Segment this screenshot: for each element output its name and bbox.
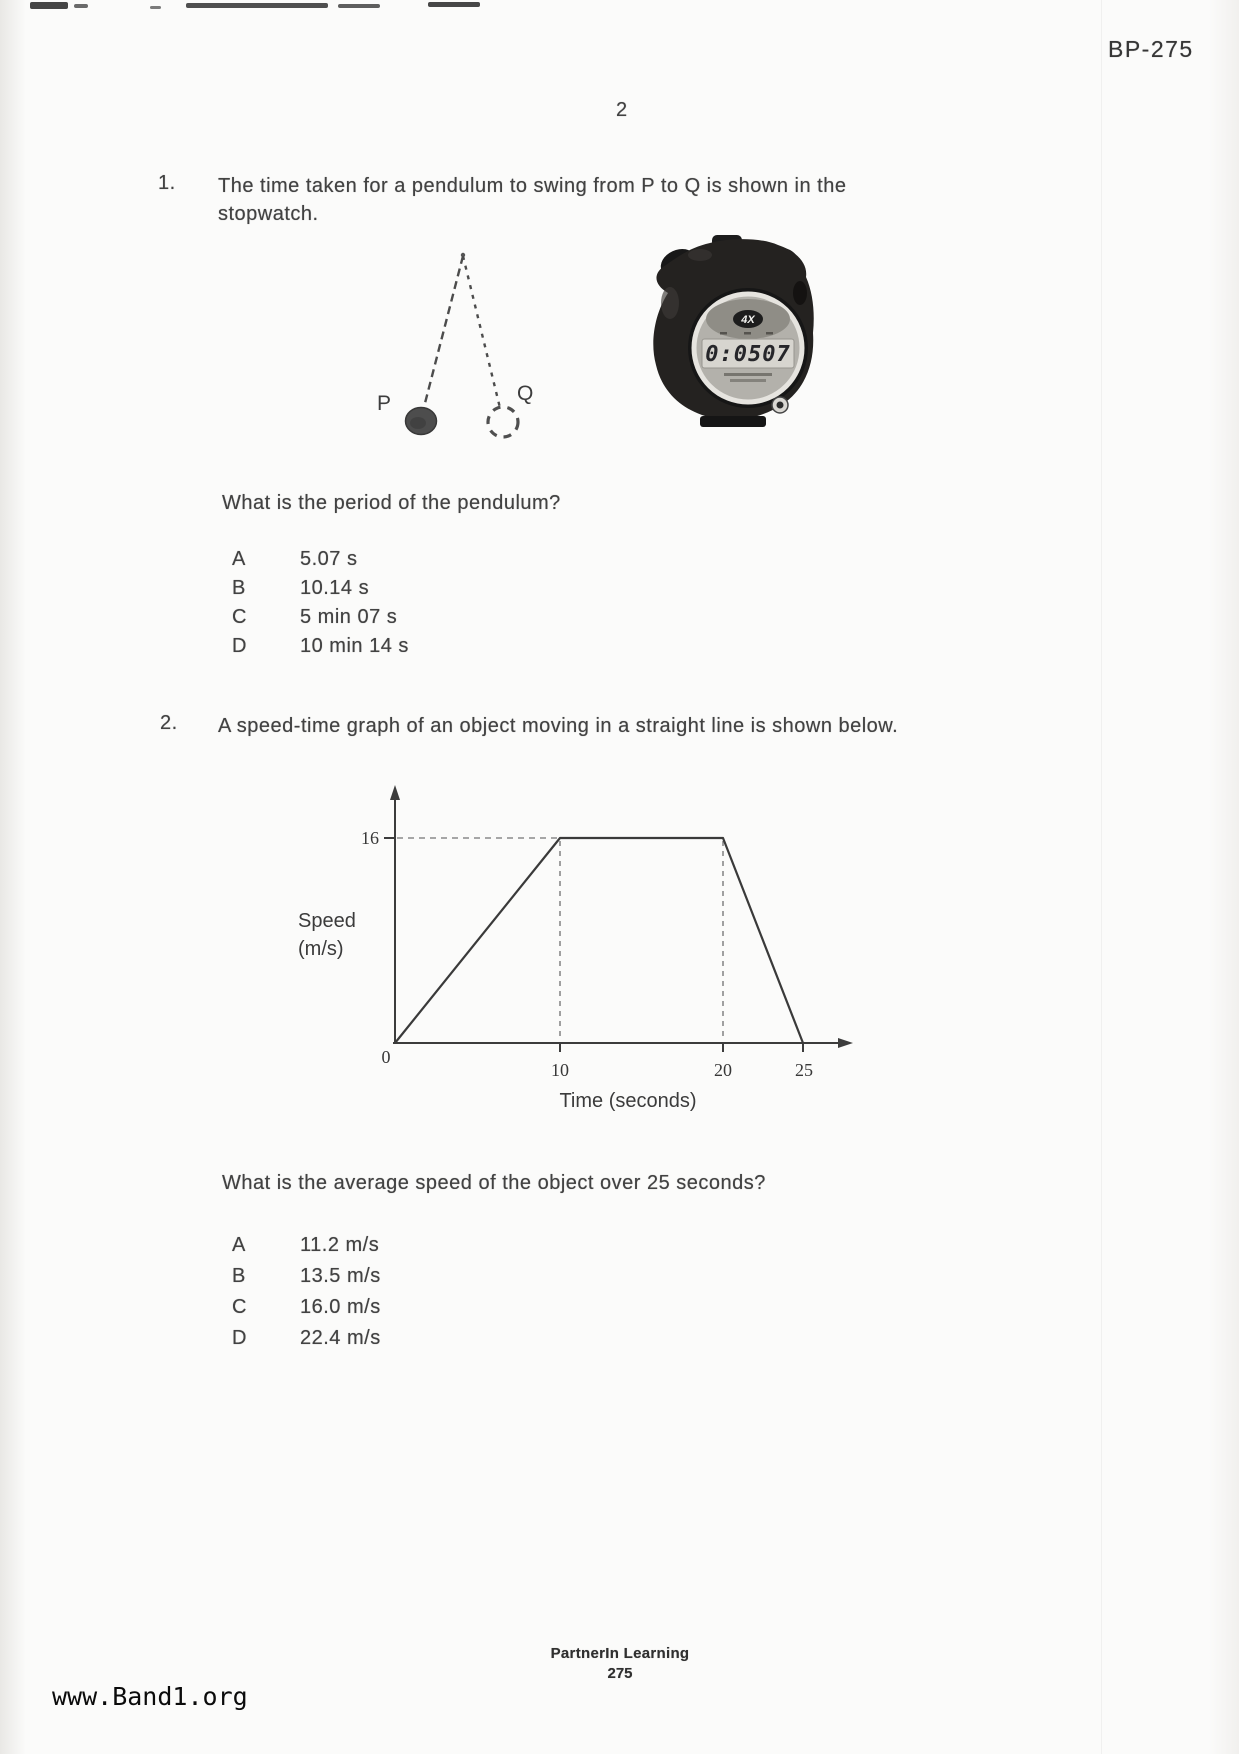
q1-option-a	[232, 545, 652, 574]
q1-stem-line1: The time taken for a pendulum to swing from P to Q is shown in the	[218, 175, 847, 197]
scan-artifact	[186, 3, 328, 8]
footer	[420, 1645, 820, 1682]
scan-artifact	[150, 6, 161, 9]
option-text: 11.2 m/s	[300, 1234, 380, 1256]
y-axis-label-line1: Speed	[298, 910, 356, 932]
stopwatch-photo	[640, 233, 820, 428]
pendulum-string-left	[424, 256, 463, 407]
x-tick-label-10: 10	[551, 1060, 569, 1080]
option-letter: B	[232, 1265, 246, 1287]
option-letter: B	[232, 577, 246, 599]
option-letter: A	[232, 1234, 246, 1256]
q1-number: 1.	[158, 172, 176, 194]
pendulum-label-q: Q	[517, 382, 534, 405]
q2-option-a	[232, 1230, 652, 1261]
q1-stem-line2: stopwatch.	[218, 203, 319, 225]
q2-option-c	[232, 1292, 652, 1323]
option-text: 16.0 m/s	[300, 1296, 381, 1318]
y-axis-label-line2: (m/s)	[298, 938, 344, 960]
q2-stem: A speed-time graph of an object moving in a straight line is shown below.	[218, 715, 899, 737]
paper-code: BP-275	[1108, 36, 1194, 62]
speed-time-graph	[280, 780, 860, 1120]
scan-artifact	[428, 2, 480, 7]
pendulum-string-right	[463, 256, 500, 408]
x-axis-arrow	[838, 1038, 853, 1048]
option-letter: D	[232, 1327, 247, 1349]
y-axis-arrow	[390, 785, 400, 800]
x-tick-label-0: 0	[381, 1047, 391, 1067]
stopwatch-mode-mark	[766, 332, 773, 335]
option-text: 10.14 s	[300, 577, 370, 599]
scan-edge-shadow-right	[1209, 0, 1239, 1754]
stopwatch-brand-text: 4X	[741, 314, 755, 326]
pendulum-label-p: P	[377, 392, 392, 415]
page-number: 2	[616, 99, 628, 121]
scan-fold-line	[1101, 0, 1102, 1754]
pendulum-diagram	[340, 240, 560, 440]
watermark-url: www.Band1.org	[52, 1682, 248, 1711]
q1-options	[232, 545, 652, 661]
q1-option-c	[232, 603, 652, 632]
option-text: 5 min 07 s	[300, 606, 398, 628]
speed-curve	[395, 838, 803, 1043]
option-text: 10 min 14 s	[300, 635, 409, 657]
y-tick-label-16: 16	[361, 828, 379, 848]
q1-option-d	[232, 632, 652, 661]
stopwatch-body-texture	[793, 281, 807, 305]
stopwatch-base	[700, 416, 766, 427]
stopwatch-mode-mark	[720, 332, 727, 335]
q2-question: What is the average speed of the object over 25 seconds?	[222, 1172, 766, 1194]
stopwatch-small-print	[730, 379, 766, 382]
scan-artifact	[74, 4, 88, 8]
q2-option-d	[232, 1323, 652, 1354]
option-letter: C	[232, 606, 247, 628]
option-text: 13.5 m/s	[300, 1265, 381, 1287]
q2-options	[232, 1230, 652, 1354]
x-tick-label-25: 25	[795, 1060, 813, 1080]
x-tick-label-20: 20	[714, 1060, 732, 1080]
stopwatch-reset-button-center	[777, 402, 784, 409]
stopwatch-body-texture	[688, 249, 712, 261]
q1-question: What is the period of the pendulum?	[222, 492, 561, 514]
pendulum-bob-ghost	[488, 407, 518, 437]
option-text: 22.4 m/s	[300, 1327, 381, 1349]
scan-artifact	[30, 2, 68, 9]
scan-edge-shadow	[0, 0, 26, 1754]
option-letter: D	[232, 635, 247, 657]
q1-option-b	[232, 574, 652, 603]
q1-stem	[218, 172, 978, 228]
footer-page-number: 275	[607, 1665, 633, 1682]
stopwatch-body-texture	[661, 287, 679, 319]
option-letter: A	[232, 548, 246, 570]
pendulum-bob-shading	[410, 417, 426, 429]
option-text: 5.07 s	[300, 548, 358, 570]
stopwatch-mode-mark	[744, 332, 751, 335]
stopwatch-small-print	[724, 373, 772, 376]
q2-number: 2.	[160, 712, 178, 734]
footer-brand: PartnerIn Learning	[550, 1645, 690, 1662]
option-letter: C	[232, 1296, 247, 1318]
q2-option-b	[232, 1261, 652, 1292]
stopwatch-lcd-display: 0:0507	[705, 342, 791, 367]
scan-artifact	[338, 4, 380, 8]
x-axis-label: Time (seconds)	[559, 1090, 697, 1112]
